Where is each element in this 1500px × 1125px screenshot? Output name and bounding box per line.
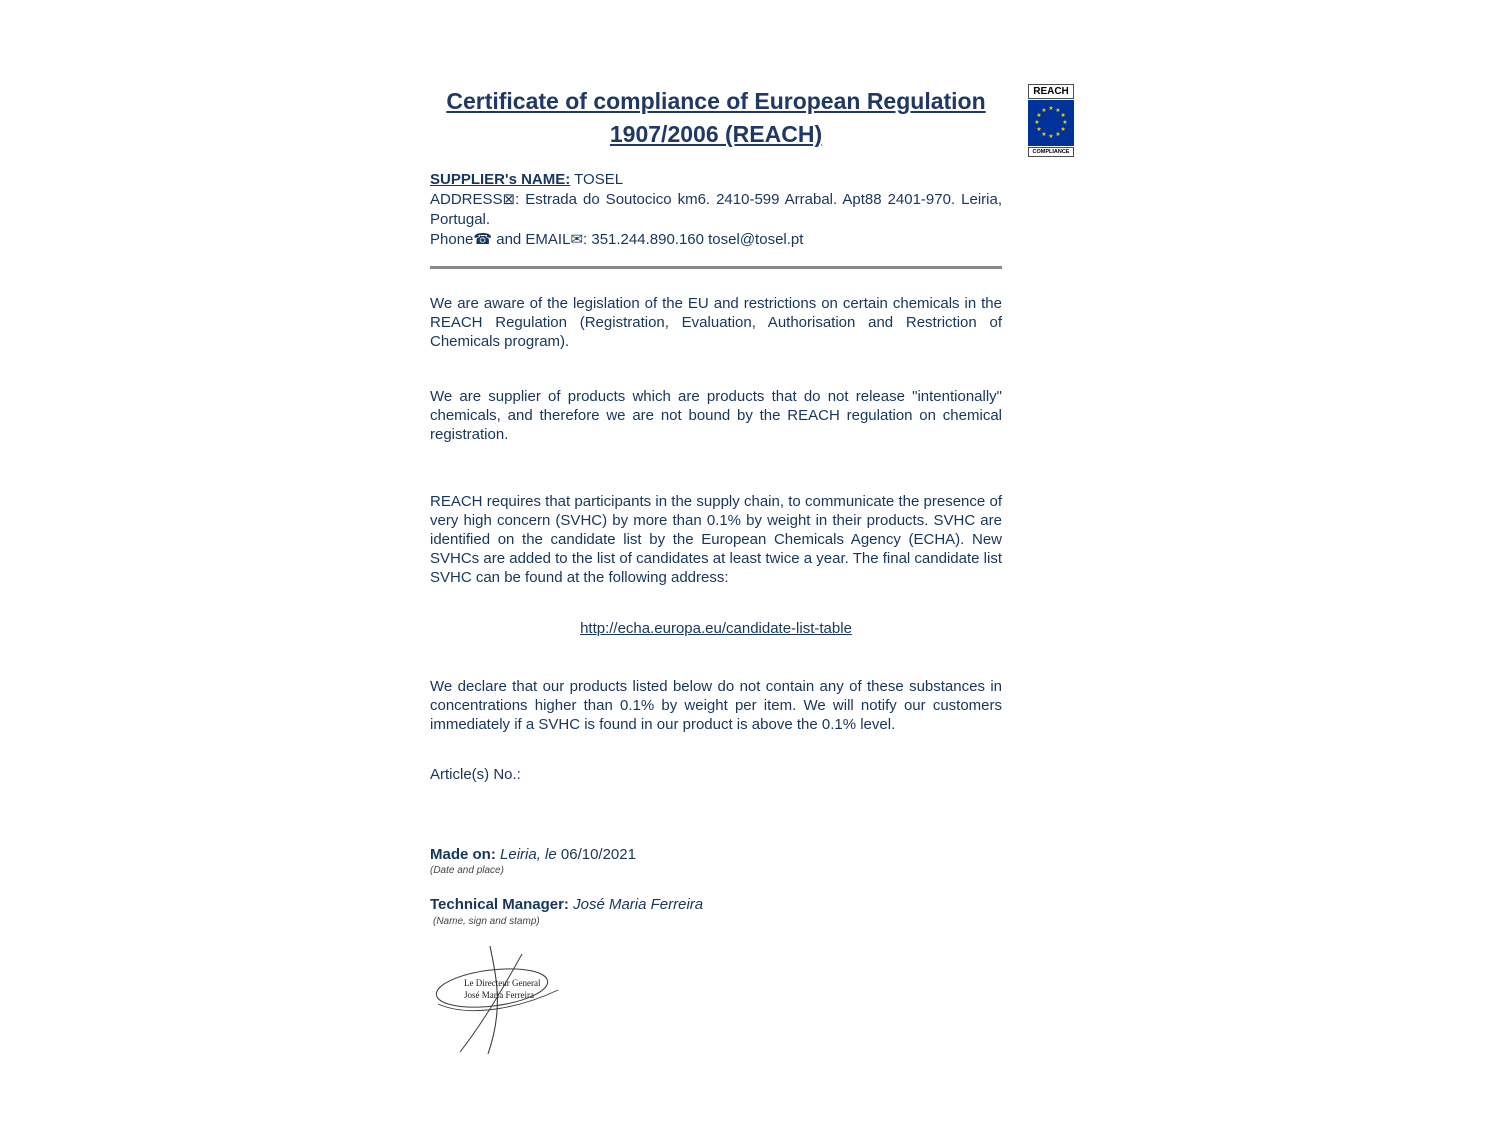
reach-compliance-logo — [1028, 84, 1074, 157]
eu-star-icon: ★ — [1048, 106, 1054, 112]
eu-star-icon: ★ — [1041, 107, 1047, 114]
eu-star-icon: ★ — [1055, 107, 1061, 114]
eu-star-icon: ★ — [1060, 113, 1066, 119]
paragraph-reach-awareness: We are aware of the legislation of the EU and restrictions on certain chemicals in the REACH Regulation (Registration, Evaluation, Authorisation and Restriction of Chemicals program). — [430, 295, 1002, 350]
paragraph-declaration: We declare that our products listed below do not contain any of these substances in concentrations higher than 0.1% by weight per item. We will notify our customers immediately if a SVHC is found in our product is above the 0.1% level. — [430, 678, 1002, 733]
fax-icon: ✉ — [570, 231, 584, 248]
section-divider — [430, 266, 1002, 269]
name-sign-stamp-caption: (Name, sign and stamp) — [433, 916, 540, 927]
signature — [430, 942, 570, 1060]
supplier-address-line — [430, 190, 1002, 230]
document-title — [430, 85, 1002, 151]
made-on-label: Made on: — [430, 846, 496, 863]
stamp-text-line: José Maria Ferreira — [464, 990, 534, 1000]
candidate-list-link-row — [430, 620, 1002, 637]
supplier-name-value: TOSEL — [570, 171, 624, 188]
supplier-block — [430, 170, 1002, 250]
eu-star-icon: ★ — [1036, 127, 1042, 133]
made-on-place: Leiria, le — [495, 846, 557, 863]
made-on-line — [430, 845, 1002, 864]
eu-star-icon: ★ — [1048, 134, 1054, 140]
signature-stroke — [488, 946, 497, 1054]
date-place-caption: (Date and place) — [430, 865, 504, 876]
eu-flag-icon — [1028, 100, 1074, 146]
phone-label: Phone — [430, 231, 474, 248]
candidate-list-link[interactable]: http://echa.europa.eu/candidate-list-table — [580, 620, 852, 637]
eu-star-icon: ★ — [1041, 132, 1047, 139]
stamp-text-line: Le Directeur General — [464, 978, 541, 988]
title-line-2: 1907/2006 (REACH) — [609, 121, 823, 147]
title-line-1: Certificate of compliance of European Regulation — [446, 88, 986, 114]
eu-star-icon: ★ — [1055, 132, 1061, 139]
eu-star-icon: ★ — [1060, 127, 1066, 133]
envelope-icon: ⊠ — [502, 191, 516, 208]
eu-star-icon: ★ — [1062, 120, 1068, 126]
contact-value: : 351.244.890.160 tosel@tosel.pt — [583, 231, 804, 248]
reach-logo-compliance-label: COMPLIANCE — [1028, 147, 1074, 157]
paragraph-svhc-requirements: REACH requires that participants in the supply chain, to communicate the presence of very high concern (SVHC) by more than 0.1% by weight in their products. SVHC are identified on the candidate list by the European Chemicals Agency (ECHA). New SVHCs are added to the list of candidates at least twice a year. The final candidate list SVHC can be found at the following address: — [430, 493, 1002, 586]
eu-star-icon: ★ — [1036, 113, 1042, 119]
technical-manager-name: José Maria Ferreira — [568, 896, 704, 913]
email-label: and EMAIL — [492, 231, 571, 248]
signature-area — [430, 942, 570, 1060]
technical-manager-label: Technical Manager: — [430, 896, 569, 913]
phone-icon: ☎ — [473, 231, 493, 248]
reach-logo-label: REACH — [1028, 84, 1074, 99]
made-on-date: 06/10/2021 — [556, 846, 636, 863]
supplier-contact-line — [430, 230, 1002, 250]
paragraph-supplier-statement: We are supplier of products which are products that do not release "intentionally" chemicals, and therefore we are not bound by the REACH regulation on chemical registration. — [430, 388, 1002, 443]
eu-star-icon: ★ — [1034, 120, 1040, 126]
address-value: : Estrada do Soutocico km6. 2410-599 Arrabal. Apt88 2401-970. Leiria, Portugal. — [430, 191, 1002, 228]
address-label: ADDRESS — [430, 191, 503, 208]
supplier-name-label: SUPPLIER's NAME: — [430, 171, 571, 188]
supplier-name-line — [430, 170, 1002, 190]
technical-manager-line — [430, 895, 1002, 914]
article-number-line: Article(s) No.: — [430, 766, 521, 783]
